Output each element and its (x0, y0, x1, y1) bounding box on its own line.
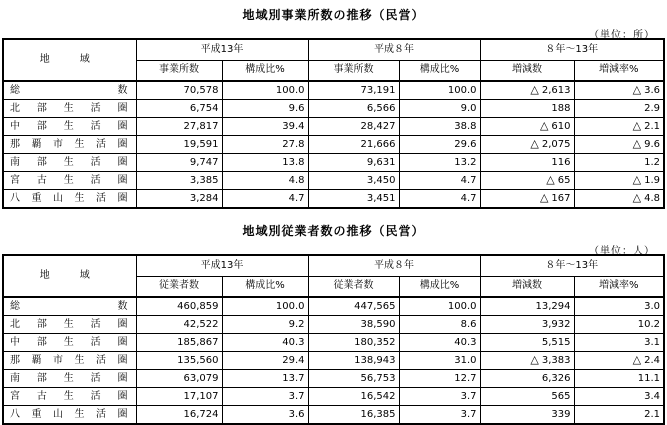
value-cell (480, 352, 574, 370)
value-cell (574, 352, 664, 370)
value-text: 3.6 (288, 408, 305, 420)
region-label: 那覇市生活圏 (10, 138, 130, 150)
region-cell (3, 81, 136, 100)
table1-unit: （単位：所） (589, 30, 655, 41)
table-row (3, 118, 664, 136)
value-cell (136, 406, 222, 425)
table2-unit: （単位：人） (589, 246, 655, 257)
value-text: 2.1 (644, 121, 660, 132)
table2-group-header: ８年〜13年 (480, 255, 664, 276)
value-cell (222, 334, 308, 352)
region-cell (3, 352, 136, 370)
value-text: 5,515 (541, 336, 571, 348)
region-label: 北部生活圏 (10, 318, 130, 330)
value-text: 16,542 (360, 390, 396, 402)
value-cell (308, 297, 399, 316)
negative-marker: △ (539, 119, 549, 132)
value-text: 13.8 (282, 156, 305, 168)
negative-marker: △ (632, 173, 642, 186)
value-cell (136, 81, 222, 100)
value-text: 9.0 (460, 102, 477, 114)
value-cell (136, 136, 222, 154)
value-text: 100.0 (447, 300, 477, 312)
value-text: 1.9 (644, 175, 660, 186)
value-text: 2.4 (644, 355, 660, 366)
value-cell (222, 297, 308, 316)
negative-marker: △ (546, 173, 555, 186)
value-text: 10.2 (637, 318, 660, 330)
value-cell (399, 154, 480, 172)
value-cell (136, 297, 222, 316)
value-text: 13.7 (282, 372, 305, 384)
value-cell (222, 370, 308, 388)
value-text: 19,591 (183, 138, 219, 150)
value-text: 3,284 (189, 192, 219, 204)
value-text: 63,079 (183, 372, 219, 384)
region-cell (3, 334, 136, 352)
value-cell (574, 136, 664, 154)
value-cell (480, 370, 574, 388)
region-cell (3, 136, 136, 154)
value-text: 565 (551, 390, 571, 402)
value-text: 180,352 (354, 336, 396, 348)
value-cell (399, 100, 480, 118)
value-text: 3,385 (189, 174, 219, 186)
value-cell (308, 100, 399, 118)
value-cell (222, 154, 308, 172)
value-cell (480, 81, 574, 100)
value-cell (480, 334, 574, 352)
negative-marker: △ (530, 137, 539, 150)
region-cell (3, 388, 136, 406)
value-cell (308, 81, 399, 100)
value-cell (574, 118, 664, 136)
value-text: 39.4 (282, 120, 305, 132)
region-cell (3, 100, 136, 118)
region-cell (3, 190, 136, 209)
region-cell (3, 297, 136, 316)
value-text: 29.6 (454, 138, 477, 150)
value-text: 16,385 (360, 408, 396, 420)
table-row (3, 388, 664, 406)
value-cell (222, 190, 308, 209)
value-text: 610 (551, 121, 571, 132)
value-text: 31.0 (454, 354, 477, 366)
value-text: 4.7 (460, 174, 477, 186)
value-text: 6,566 (366, 102, 396, 114)
table-row (3, 100, 664, 118)
value-cell (480, 136, 574, 154)
value-cell (308, 154, 399, 172)
value-cell (399, 370, 480, 388)
value-text: 9,747 (189, 156, 219, 168)
value-text: 65 (557, 175, 571, 186)
value-cell (399, 190, 480, 209)
value-cell (399, 136, 480, 154)
region-label: 宮古生活圏 (10, 390, 130, 402)
region-label: 南部生活圏 (10, 372, 130, 384)
value-cell (136, 100, 222, 118)
negative-marker: △ (632, 137, 642, 150)
region-label: 八重山生活圏 (10, 408, 130, 420)
value-cell (308, 190, 399, 209)
value-cell (574, 172, 664, 190)
value-cell (222, 118, 308, 136)
value-text: 135,560 (177, 354, 219, 366)
value-text: 3.1 (644, 336, 660, 348)
region-cell (3, 370, 136, 388)
table2-col-header: 従業者数 (136, 276, 222, 297)
value-text: 21,666 (360, 138, 396, 150)
table1-col-header: 事業所数 (136, 60, 222, 81)
table1-group-header: 平成13年 (136, 39, 308, 60)
value-text: 185,867 (177, 336, 219, 348)
table1-col-header: 増減率% (574, 60, 664, 81)
value-text: 9.6 (644, 139, 660, 150)
value-text: 2.9 (644, 102, 660, 114)
value-cell (136, 334, 222, 352)
table1-group-header: ８年〜13年 (480, 39, 664, 60)
value-text: 2.1 (644, 408, 660, 420)
value-cell (222, 100, 308, 118)
table-row (3, 316, 664, 334)
table2-title: 地域別従業者数の推移（民営） (242, 224, 425, 238)
table2-col-header: 構成比% (399, 276, 480, 297)
value-cell (574, 388, 664, 406)
region-label: 八重山生活圏 (10, 192, 130, 204)
table-row (3, 370, 664, 388)
value-cell (574, 406, 664, 425)
value-text: 3.7 (460, 390, 477, 402)
table1-title: 地域別事業所数の推移（民営） (242, 8, 425, 22)
value-text: 40.3 (282, 336, 305, 348)
negative-marker: △ (530, 83, 539, 96)
value-text: 38,590 (360, 318, 396, 330)
table1-col-header: 構成比% (222, 60, 308, 81)
value-text: 12.7 (454, 372, 477, 384)
value-text: 3.7 (460, 408, 477, 420)
value-cell (399, 297, 480, 316)
table1-area-header: 地 域 (3, 39, 136, 81)
value-cell (136, 118, 222, 136)
region-cell (3, 316, 136, 334)
value-cell (399, 81, 480, 100)
value-text: 100.0 (275, 84, 305, 96)
value-cell (136, 370, 222, 388)
negative-marker: △ (632, 119, 642, 132)
value-cell (308, 136, 399, 154)
value-text: 100.0 (275, 300, 305, 312)
value-cell (136, 388, 222, 406)
region-label: 那覇市生活圏 (10, 354, 130, 366)
value-text: 167 (551, 193, 571, 204)
value-text: 17,107 (183, 390, 219, 402)
value-cell (399, 316, 480, 334)
region-label: 南部生活圏 (10, 156, 130, 168)
value-text: 6,754 (189, 102, 219, 114)
table-row (3, 81, 664, 100)
value-cell (222, 172, 308, 190)
table2-col-header: 増減率% (574, 276, 664, 297)
table-row (3, 172, 664, 190)
value-cell (574, 81, 664, 100)
value-text: 4.7 (288, 192, 305, 204)
value-text: 16,724 (183, 408, 219, 420)
region-label: 総数 (10, 300, 130, 312)
value-text: 1.2 (644, 156, 660, 168)
value-text: 460,859 (177, 300, 219, 312)
region-cell (3, 172, 136, 190)
value-cell (308, 118, 399, 136)
table2-col-header: 構成比% (222, 276, 308, 297)
value-text: 6,326 (541, 372, 571, 384)
value-cell (399, 172, 480, 190)
value-cell (480, 172, 574, 190)
value-cell (574, 370, 664, 388)
negative-marker: △ (632, 353, 642, 366)
region-label: 中部生活圏 (10, 120, 130, 132)
value-cell (480, 406, 574, 425)
value-text: 9,631 (366, 156, 396, 168)
value-text: 4.8 (288, 174, 305, 186)
value-text: 3,450 (366, 174, 396, 186)
value-text: 28,427 (360, 120, 396, 132)
value-text: 339 (551, 408, 571, 420)
region-cell (3, 118, 136, 136)
table2-col-header: 増減数 (480, 276, 574, 297)
value-text: 4.7 (460, 192, 477, 204)
value-cell (480, 100, 574, 118)
value-text: 116 (551, 156, 571, 168)
table1-col-header: 構成比% (399, 60, 480, 81)
value-text: 27,817 (183, 120, 219, 132)
table2-col-header: 従業者数 (308, 276, 399, 297)
value-text: 9.6 (288, 102, 305, 114)
value-cell (574, 316, 664, 334)
table2-group-header: 平成13年 (136, 255, 308, 276)
value-text: 188 (551, 102, 571, 114)
value-cell (308, 352, 399, 370)
region-label: 宮古生活圏 (10, 174, 130, 186)
table1 (2, 38, 665, 209)
value-cell (222, 352, 308, 370)
region-label: 総数 (10, 84, 130, 96)
value-cell (308, 334, 399, 352)
value-text: 73,191 (360, 84, 396, 96)
value-cell (480, 388, 574, 406)
table1-col-header: 事業所数 (308, 60, 399, 81)
table-row (3, 297, 664, 316)
value-text: 3.7 (288, 390, 305, 402)
value-text: 100.0 (447, 84, 477, 96)
value-cell (574, 190, 664, 209)
negative-marker: △ (539, 191, 549, 204)
value-text: 29.4 (282, 354, 305, 366)
table-row (3, 406, 664, 425)
table1-col-header: 増減数 (480, 60, 574, 81)
value-cell (480, 190, 574, 209)
value-text: 4.8 (644, 193, 660, 204)
table-row (3, 334, 664, 352)
table-row (3, 352, 664, 370)
table2-area-header: 地 域 (3, 255, 136, 297)
value-cell (308, 406, 399, 425)
value-text: 3.4 (644, 390, 660, 402)
value-text: 27.8 (282, 138, 305, 150)
value-cell (574, 334, 664, 352)
table1-group-header: 平成８年 (308, 39, 480, 60)
region-cell (3, 406, 136, 425)
table2 (2, 254, 665, 425)
value-cell (308, 172, 399, 190)
value-text: 3,932 (541, 318, 571, 330)
value-text: 3.0 (644, 300, 660, 312)
value-text: 70,578 (183, 84, 219, 96)
value-text: 40.3 (454, 336, 477, 348)
value-text: 13,294 (535, 300, 571, 312)
value-text: 447,565 (354, 300, 396, 312)
table-row (3, 154, 664, 172)
value-cell (480, 154, 574, 172)
value-cell (480, 297, 574, 316)
value-text: 3.6 (644, 85, 660, 96)
value-cell (136, 190, 222, 209)
table-row (3, 136, 664, 154)
value-cell (222, 406, 308, 425)
value-cell (574, 154, 664, 172)
value-text: 8.6 (460, 318, 477, 330)
value-text: 3,383 (541, 355, 571, 366)
value-cell (308, 388, 399, 406)
value-cell (480, 316, 574, 334)
region-label: 北部生活圏 (10, 102, 130, 114)
value-cell (222, 316, 308, 334)
value-text: 13.2 (454, 156, 477, 168)
value-cell (136, 172, 222, 190)
value-cell (136, 316, 222, 334)
value-cell (399, 118, 480, 136)
value-cell (136, 352, 222, 370)
value-text: 2,613 (541, 85, 571, 96)
value-cell (222, 388, 308, 406)
value-text: 11.1 (637, 372, 660, 384)
value-text: 3,451 (366, 192, 396, 204)
negative-marker: △ (632, 83, 642, 96)
table-row (3, 190, 664, 209)
value-text: 9.2 (288, 318, 305, 330)
value-cell (574, 100, 664, 118)
value-cell (136, 154, 222, 172)
value-cell (308, 316, 399, 334)
value-text: 56,753 (360, 372, 396, 384)
value-cell (399, 334, 480, 352)
negative-marker: △ (632, 191, 642, 204)
value-text: 38.8 (454, 120, 477, 132)
value-cell (399, 406, 480, 425)
value-cell (399, 388, 480, 406)
value-text: 42,522 (183, 318, 219, 330)
value-cell (399, 352, 480, 370)
value-text: 2,075 (541, 139, 571, 150)
value-cell (222, 136, 308, 154)
region-cell (3, 154, 136, 172)
value-cell (574, 297, 664, 316)
value-text: 138,943 (354, 354, 396, 366)
value-cell (308, 370, 399, 388)
value-cell (222, 81, 308, 100)
region-label: 中部生活圏 (10, 336, 130, 348)
negative-marker: △ (530, 353, 539, 366)
table2-group-header: 平成８年 (308, 255, 480, 276)
value-cell (480, 118, 574, 136)
